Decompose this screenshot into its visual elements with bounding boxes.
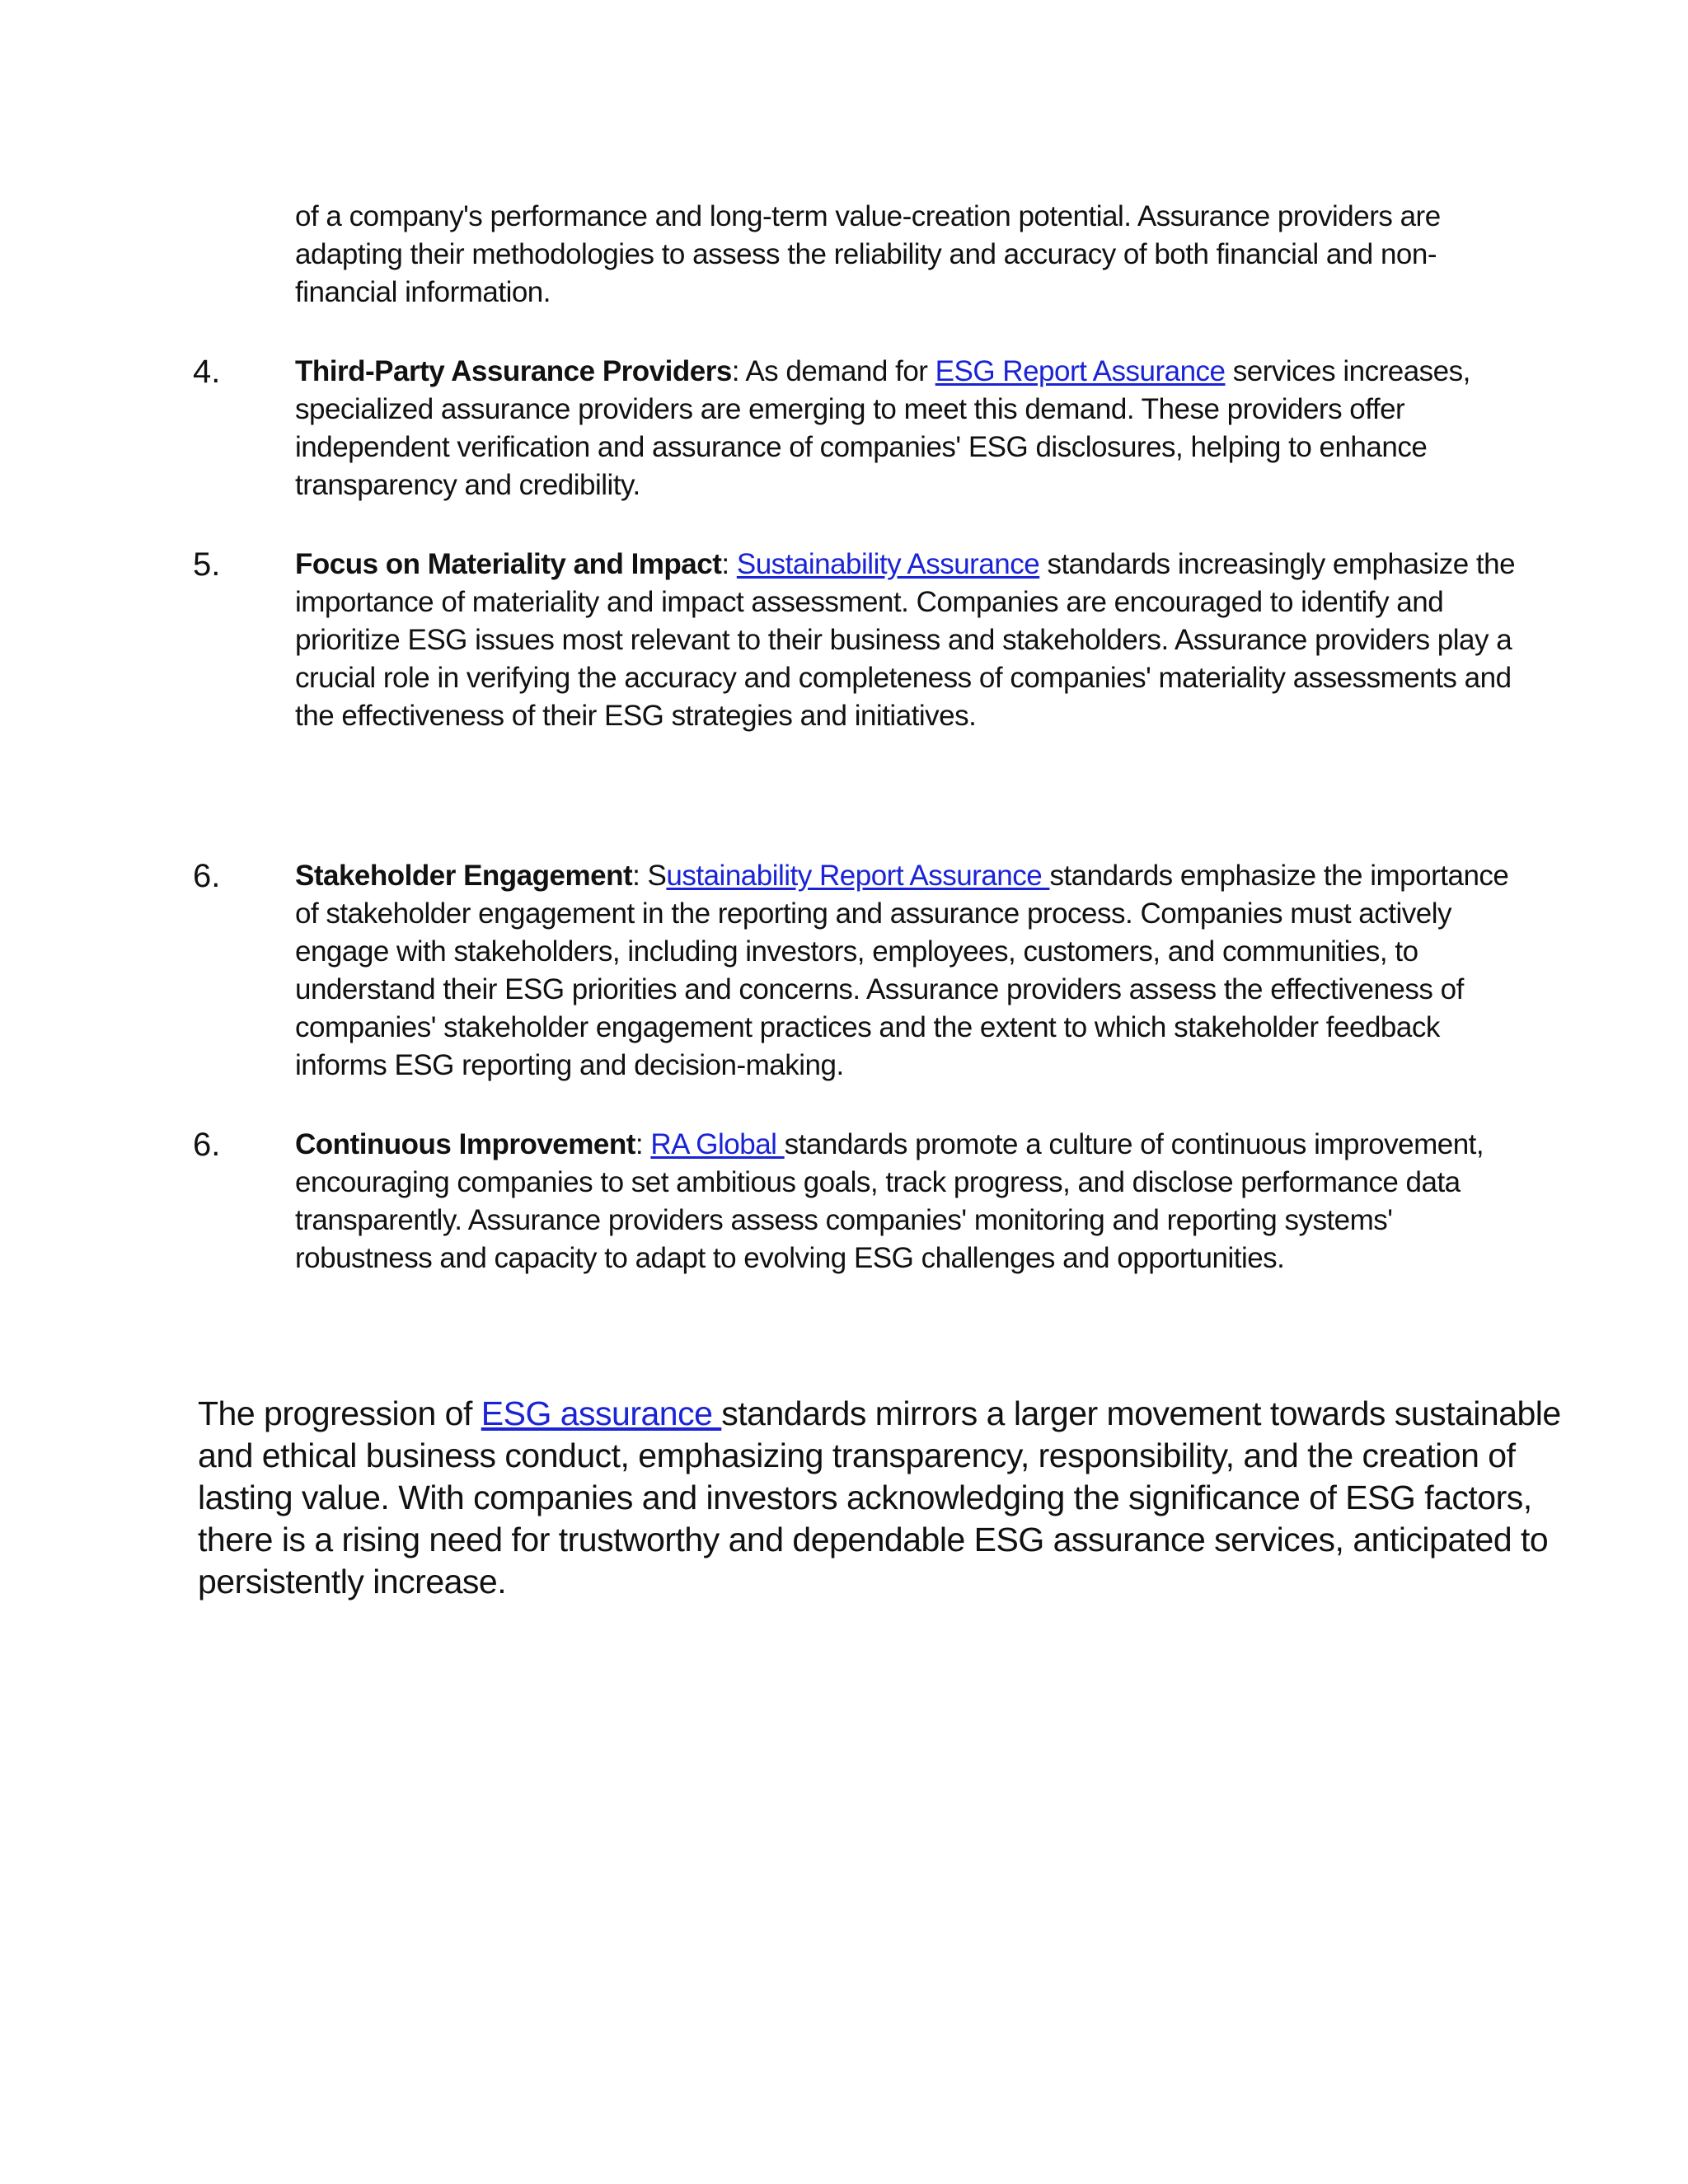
lead-text: The progression of bbox=[198, 1394, 481, 1432]
body-line: robustness and capacity to adapt to evolving ESG challenges and opportunities. bbox=[295, 1242, 1285, 1274]
body-line: encouraging companies to set ambitious goals, track progress, and disclose performance data bbox=[295, 1166, 1461, 1198]
body-line: transparently. Assurance providers assess companies' monitoring and reporting systems' bbox=[295, 1204, 1393, 1236]
item-title: Third-Party Assurance Providers bbox=[295, 355, 732, 387]
sustainability-report-assurance-link[interactable]: ustainability Report Assurance bbox=[666, 860, 1050, 892]
body-line: engage with stakeholders, including investors, employees, customers, and communities, to bbox=[295, 935, 1418, 968]
trail-text: services increases, bbox=[1225, 355, 1470, 387]
body-line: specialized assurance providers are emerging to meet this demand. These providers offer bbox=[295, 393, 1405, 425]
first-line bbox=[295, 353, 1548, 391]
body-line: and ethical business conduct, emphasizing transparency, responsibility, and the creation of bbox=[198, 1436, 1516, 1474]
first-line bbox=[198, 1393, 1561, 1435]
lead-text: : S bbox=[632, 860, 667, 892]
trail-text: standards mirrors a larger movement towards sustainable bbox=[721, 1394, 1561, 1432]
lead-text: : bbox=[635, 1128, 651, 1160]
item-title: Continuous Improvement bbox=[295, 1128, 635, 1160]
first-line bbox=[295, 546, 1548, 583]
trail-text: standards increasingly emphasize the bbox=[1039, 548, 1516, 580]
body-line: crucial role in verifying the accuracy and completeness of companies' materiality assessments and bbox=[295, 662, 1512, 694]
body-line: informs ESG reporting and decision-making. bbox=[295, 1049, 844, 1081]
item-body bbox=[295, 857, 1548, 1085]
esg-assurance-link[interactable]: ESG assurance bbox=[481, 1394, 722, 1432]
esg-report-assurance-link[interactable]: ESG Report Assurance bbox=[935, 355, 1226, 387]
first-line bbox=[295, 1126, 1548, 1164]
item-body bbox=[295, 353, 1548, 504]
list-number: 4. bbox=[193, 354, 221, 390]
item-body bbox=[295, 1126, 1548, 1277]
body-line: the effectiveness of their ESG strategies and initiatives. bbox=[295, 700, 977, 732]
item-title: Focus on Materiality and Impact bbox=[295, 548, 722, 580]
item-title: Stakeholder Engagement bbox=[295, 860, 633, 892]
body-line: companies' stakeholder engagement practices and the extent to which stakeholder feedback bbox=[295, 1011, 1440, 1043]
first-line bbox=[295, 857, 1548, 895]
trail-text: standards emphasize the importance bbox=[1049, 860, 1509, 892]
body-line: prioritize ESG issues most relevant to their business and stakeholders. Assurance providers play a bbox=[295, 624, 1512, 656]
lead-text: : bbox=[721, 548, 737, 580]
list-number: 6. bbox=[193, 858, 221, 894]
body-line: financial information. bbox=[295, 276, 551, 308]
body-line: adapting their methodologies to assess the reliability and accuracy of both financial and non- bbox=[295, 238, 1437, 270]
body-line: understand their ESG priorities and concerns. Assurance providers assess the effectiveness of bbox=[295, 973, 1464, 1005]
body-line: of stakeholder engagement in the reporting and assurance process. Companies must actively bbox=[295, 898, 1451, 930]
item-body bbox=[295, 198, 1548, 312]
sustainability-assurance-link[interactable]: Sustainability Assurance bbox=[736, 548, 1040, 580]
list-number: 5. bbox=[193, 546, 221, 583]
body-line: independent verification and assurance of companies' ESG disclosures, helping to enhance bbox=[295, 431, 1428, 463]
body-line: importance of materiality and impact assessment. Companies are encouraged to identify and bbox=[295, 586, 1444, 618]
body-line: persistently increase. bbox=[198, 1563, 507, 1601]
conclusion-paragraph bbox=[198, 1393, 1561, 1603]
trail-text: standards promote a culture of continuous improvement, bbox=[784, 1128, 1484, 1160]
lead-text: : As demand for bbox=[731, 355, 935, 387]
body-line: there is a rising need for trustworthy and dependable ESG assurance services, anticipated to bbox=[198, 1521, 1549, 1558]
body-line: transparency and credibility. bbox=[295, 469, 640, 501]
body-line: lasting value. With companies and investors acknowledging the significance of ESG factors, bbox=[198, 1479, 1532, 1516]
ra-global-link[interactable]: RA Global bbox=[650, 1128, 785, 1160]
list-number: 6. bbox=[193, 1127, 221, 1163]
body-line: of a company's performance and long-term value-creation potential. Assurance providers are bbox=[295, 200, 1441, 232]
item-body bbox=[295, 546, 1548, 735]
